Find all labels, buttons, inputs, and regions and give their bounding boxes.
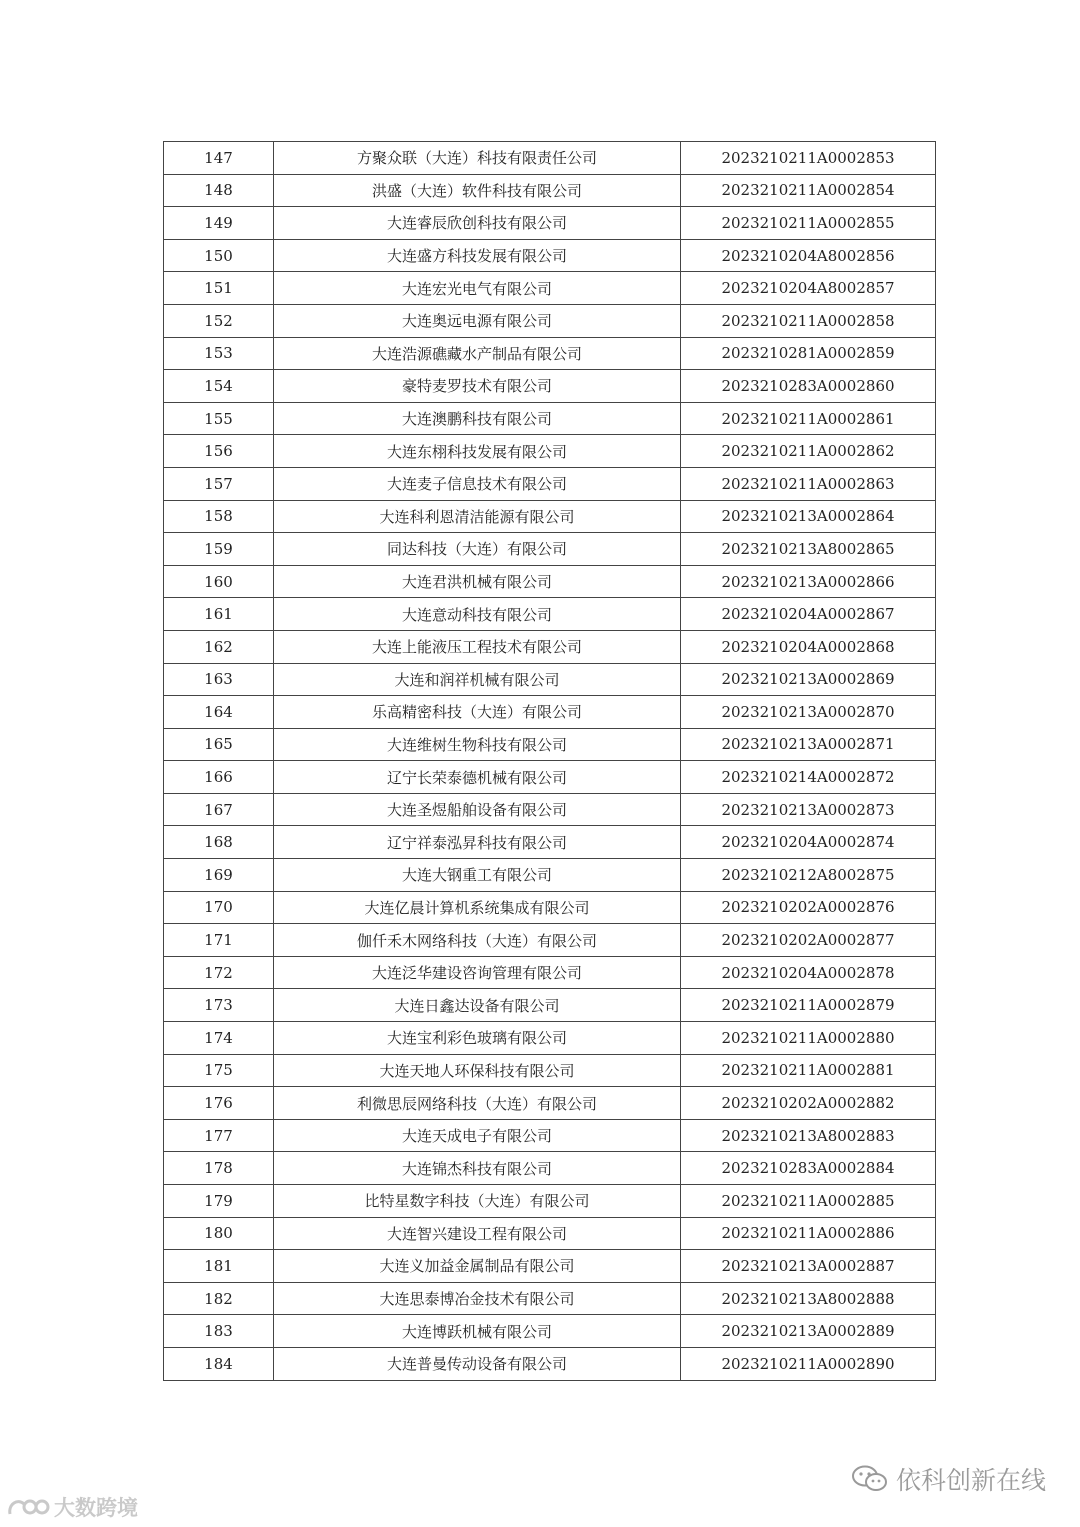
registration-code-cell: 2023210213A0002870	[681, 696, 936, 729]
watermark-left	[6, 1492, 138, 1522]
table-row	[164, 533, 936, 566]
table-row	[164, 1217, 936, 1250]
row-number-cell: 160	[164, 565, 274, 598]
registration-code-cell: 2023210211A0002879	[681, 989, 936, 1022]
registration-code-cell: 2023210213A8002865	[681, 533, 936, 566]
company-name-cell: 大连意动科技有限公司	[274, 598, 681, 631]
company-name-cell: 大连奥远电源有限公司	[274, 304, 681, 337]
row-number-cell: 151	[164, 272, 274, 305]
table-row	[164, 956, 936, 989]
row-number-cell: 174	[164, 1022, 274, 1055]
registration-code-cell: 2023210211A0002880	[681, 1022, 936, 1055]
registration-code-cell: 2023210213A0002869	[681, 663, 936, 696]
table-row	[164, 207, 936, 240]
registration-code-cell: 2023210211A0002886	[681, 1217, 936, 1250]
row-number-cell: 163	[164, 663, 274, 696]
table-row	[164, 728, 936, 761]
registration-code-cell: 2023210213A8002883	[681, 1119, 936, 1152]
company-name-cell: 大连天成电子有限公司	[274, 1119, 681, 1152]
row-number-cell: 167	[164, 793, 274, 826]
row-number-cell: 171	[164, 924, 274, 957]
company-name-cell: 大连君洪机械有限公司	[274, 565, 681, 598]
registration-code-cell: 2023210211A0002885	[681, 1185, 936, 1218]
registration-code-cell: 2023210204A0002874	[681, 826, 936, 859]
row-number-cell: 156	[164, 435, 274, 468]
company-name-cell: 大连普曼传动设备有限公司	[274, 1347, 681, 1380]
row-number-cell: 177	[164, 1119, 274, 1152]
company-name-cell: 乐高精密科技（大连）有限公司	[274, 696, 681, 729]
row-number-cell: 161	[164, 598, 274, 631]
registration-code-cell: 2023210213A8002888	[681, 1282, 936, 1315]
dashu-logo-icon	[6, 1494, 50, 1520]
row-number-cell: 150	[164, 239, 274, 272]
registration-code-cell: 2023210213A0002887	[681, 1250, 936, 1283]
company-name-cell: 大连日鑫达设备有限公司	[274, 989, 681, 1022]
company-name-cell: 大连泛华建设咨询管理有限公司	[274, 956, 681, 989]
company-name-cell: 同达科技（大连）有限公司	[274, 533, 681, 566]
table-row	[164, 142, 936, 175]
row-number-cell: 153	[164, 337, 274, 370]
company-name-cell: 大连浩源礁藏水产制品有限公司	[274, 337, 681, 370]
table-row	[164, 402, 936, 435]
table-row	[164, 891, 936, 924]
registration-code-cell: 2023210283A0002884	[681, 1152, 936, 1185]
row-number-cell: 166	[164, 761, 274, 794]
registration-code-cell: 2023210281A0002859	[681, 337, 936, 370]
company-name-cell: 辽宁长荣泰德机械有限公司	[274, 761, 681, 794]
table-row	[164, 1250, 936, 1283]
registration-code-cell: 2023210202A0002877	[681, 924, 936, 957]
company-name-cell: 大连圣煜船舶设备有限公司	[274, 793, 681, 826]
company-name-cell: 大连亿晨计算机系统集成有限公司	[274, 891, 681, 924]
company-name-cell: 大连睿辰欣创科技有限公司	[274, 207, 681, 240]
registration-code-cell: 2023210204A0002867	[681, 598, 936, 631]
table-row	[164, 500, 936, 533]
registration-code-cell: 2023210202A0002882	[681, 1087, 936, 1120]
company-name-cell: 大连大钢重工有限公司	[274, 859, 681, 892]
table-row	[164, 630, 936, 663]
row-number-cell: 162	[164, 630, 274, 663]
company-name-cell: 大连智兴建设工程有限公司	[274, 1217, 681, 1250]
company-name-cell: 大连锦杰科技有限公司	[274, 1152, 681, 1185]
company-name-cell: 大连宏光电气有限公司	[274, 272, 681, 305]
company-name-cell: 大连博跃机械有限公司	[274, 1315, 681, 1348]
registration-code-cell: 2023210211A0002855	[681, 207, 936, 240]
row-number-cell: 149	[164, 207, 274, 240]
row-number-cell: 148	[164, 174, 274, 207]
company-name-cell: 大连义加益金属制品有限公司	[274, 1250, 681, 1283]
row-number-cell: 158	[164, 500, 274, 533]
row-number-cell: 164	[164, 696, 274, 729]
table-row	[164, 793, 936, 826]
row-number-cell: 170	[164, 891, 274, 924]
table-row	[164, 174, 936, 207]
registration-code-cell: 2023210212A8002875	[681, 859, 936, 892]
registration-code-cell: 2023210283A0002860	[681, 370, 936, 403]
table-row	[164, 337, 936, 370]
registration-code-cell: 2023210204A0002878	[681, 956, 936, 989]
row-number-cell: 169	[164, 859, 274, 892]
row-number-cell: 172	[164, 956, 274, 989]
row-number-cell: 180	[164, 1217, 274, 1250]
registration-code-cell: 2023210213A0002871	[681, 728, 936, 761]
table-row	[164, 696, 936, 729]
watermark-right-text: 依科创新在线	[895, 1466, 1046, 1495]
row-number-cell: 157	[164, 467, 274, 500]
row-number-cell: 179	[164, 1185, 274, 1218]
company-name-cell: 大连科利恩清洁能源有限公司	[274, 500, 681, 533]
company-name-cell: 大连澳鹏科技有限公司	[274, 402, 681, 435]
registration-code-cell: 2023210211A0002862	[681, 435, 936, 468]
company-name-cell: 大连宝利彩色玻璃有限公司	[274, 1022, 681, 1055]
table-row	[164, 826, 936, 859]
row-number-cell: 184	[164, 1347, 274, 1380]
table-row	[164, 1054, 936, 1087]
company-name-cell: 利微思辰网络科技（大连）有限公司	[274, 1087, 681, 1120]
registration-code-cell: 2023210204A8002856	[681, 239, 936, 272]
registration-code-cell: 2023210211A0002858	[681, 304, 936, 337]
wechat-icon	[850, 1464, 890, 1494]
registry-table	[163, 141, 936, 1381]
table-row	[164, 989, 936, 1022]
registration-code-cell: 2023210202A0002876	[681, 891, 936, 924]
company-name-cell: 方聚众联（大连）科技有限责任公司	[274, 142, 681, 175]
row-number-cell: 154	[164, 370, 274, 403]
row-number-cell: 182	[164, 1282, 274, 1315]
row-number-cell: 183	[164, 1315, 274, 1348]
table-row	[164, 859, 936, 892]
table-row	[164, 304, 936, 337]
registration-code-cell: 2023210211A0002890	[681, 1347, 936, 1380]
registration-code-cell: 2023210211A0002861	[681, 402, 936, 435]
registration-code-cell: 2023210213A0002873	[681, 793, 936, 826]
registration-code-cell: 2023210204A0002868	[681, 630, 936, 663]
table-row	[164, 761, 936, 794]
registration-code-cell: 2023210211A0002863	[681, 467, 936, 500]
row-number-cell: 165	[164, 728, 274, 761]
company-name-cell: 大连天地人环保科技有限公司	[274, 1054, 681, 1087]
company-name-cell: 大连麦子信息技术有限公司	[274, 467, 681, 500]
registration-code-cell: 2023210211A0002853	[681, 142, 936, 175]
row-number-cell: 178	[164, 1152, 274, 1185]
table-row	[164, 435, 936, 468]
company-name-cell: 大连上能液压工程技术有限公司	[274, 630, 681, 663]
row-number-cell: 173	[164, 989, 274, 1022]
table-row	[164, 467, 936, 500]
table-row	[164, 1087, 936, 1120]
row-number-cell: 181	[164, 1250, 274, 1283]
table-row	[164, 1282, 936, 1315]
row-number-cell: 168	[164, 826, 274, 859]
row-number-cell: 155	[164, 402, 274, 435]
registration-code-cell: 2023210213A0002864	[681, 500, 936, 533]
table-row	[164, 565, 936, 598]
table-row	[164, 924, 936, 957]
company-name-cell: 洪盛（大连）软件科技有限公司	[274, 174, 681, 207]
table-row	[164, 239, 936, 272]
registry-table-body	[164, 142, 936, 1381]
watermark-left-text: 大数跨境	[54, 1496, 138, 1520]
company-name-cell: 大连维树生物科技有限公司	[274, 728, 681, 761]
row-number-cell: 152	[164, 304, 274, 337]
table-row	[164, 1347, 936, 1380]
registration-code-cell: 2023210213A0002866	[681, 565, 936, 598]
row-number-cell: 147	[164, 142, 274, 175]
company-name-cell: 大连东栩科技发展有限公司	[274, 435, 681, 468]
watermark-right	[850, 1462, 1046, 1496]
row-number-cell: 175	[164, 1054, 274, 1087]
row-number-cell: 176	[164, 1087, 274, 1120]
company-name-cell: 辽宁祥泰泓昇科技有限公司	[274, 826, 681, 859]
company-name-cell: 伽仟禾木网络科技（大连）有限公司	[274, 924, 681, 957]
registration-code-cell: 2023210214A0002872	[681, 761, 936, 794]
company-name-cell: 大连盛方科技发展有限公司	[274, 239, 681, 272]
table-row	[164, 598, 936, 631]
row-number-cell: 159	[164, 533, 274, 566]
table-row	[164, 663, 936, 696]
registration-code-cell: 2023210211A0002854	[681, 174, 936, 207]
table-row	[164, 370, 936, 403]
table-row	[164, 1152, 936, 1185]
registration-code-cell: 2023210211A0002881	[681, 1054, 936, 1087]
registration-code-cell: 2023210213A0002889	[681, 1315, 936, 1348]
company-name-cell: 比特星数字科技（大连）有限公司	[274, 1185, 681, 1218]
company-name-cell: 大连思泰博冶金技术有限公司	[274, 1282, 681, 1315]
table-row	[164, 272, 936, 305]
company-name-cell: 大连和润祥机械有限公司	[274, 663, 681, 696]
company-name-cell: 豪特麦罗技术有限公司	[274, 370, 681, 403]
table-row	[164, 1022, 936, 1055]
table-row	[164, 1315, 936, 1348]
table-row	[164, 1185, 936, 1218]
registration-code-cell: 2023210204A8002857	[681, 272, 936, 305]
table-row	[164, 1119, 936, 1152]
